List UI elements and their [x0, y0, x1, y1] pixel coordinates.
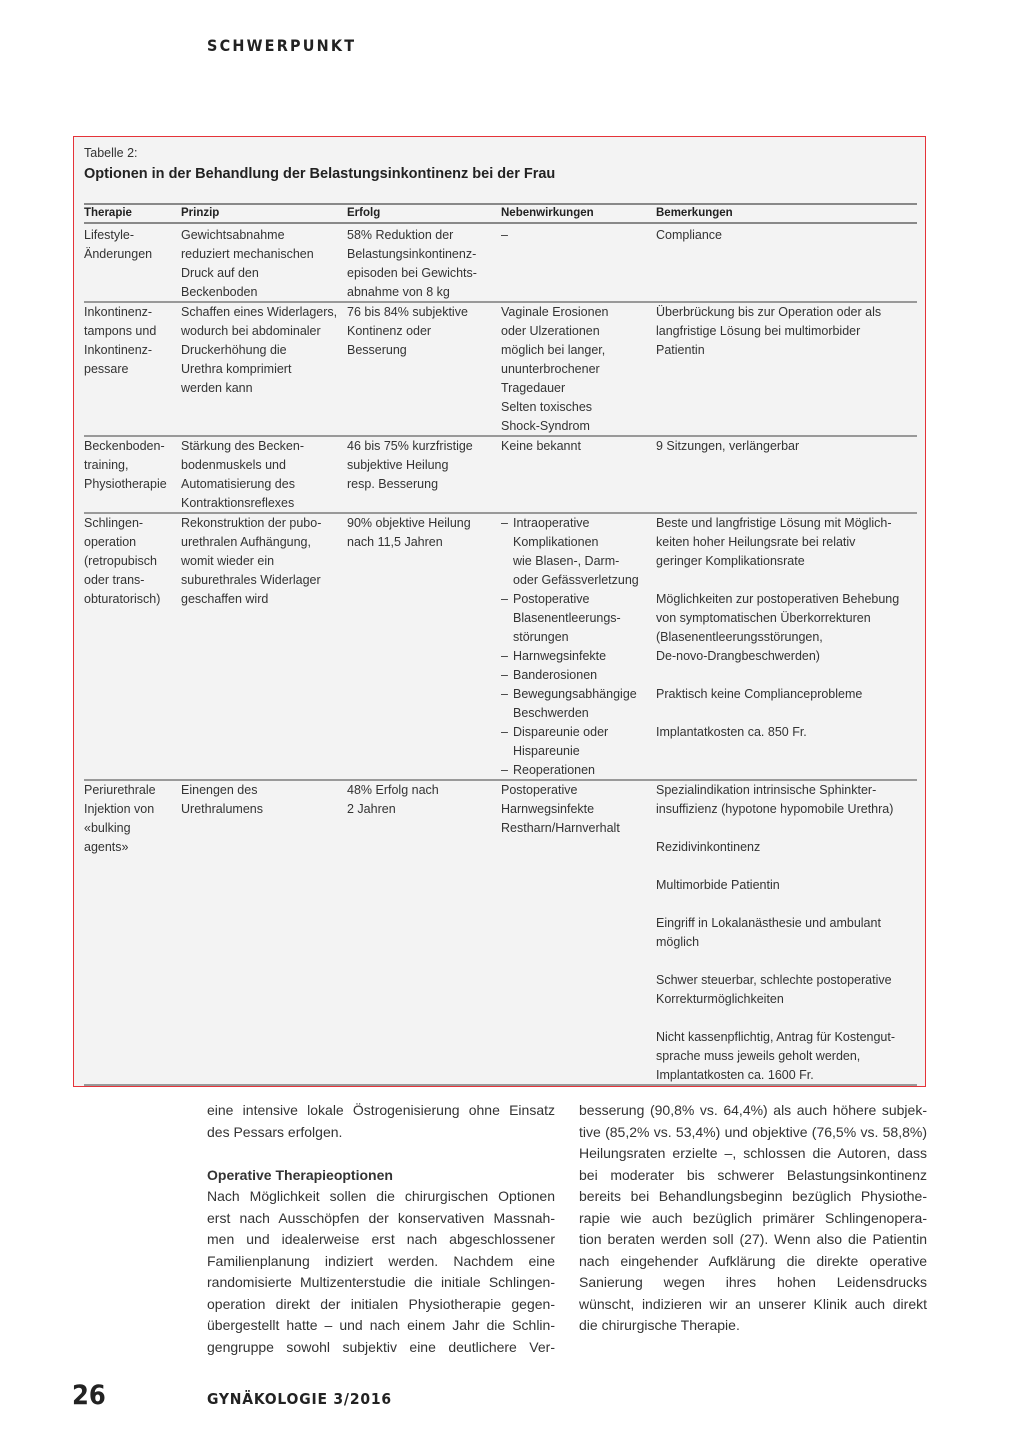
cell-line: Selten toxisches [501, 400, 593, 414]
cell-line: Postoperative [501, 783, 578, 797]
cell-line: – Harnwegsinfekte [501, 649, 607, 663]
cell-line: – Intraoperative [501, 516, 590, 530]
cell-line: episoden bei Gewichts- [347, 266, 477, 280]
cell-line: Druck auf den [181, 266, 259, 280]
cell-line: 2 Jahren [347, 802, 396, 816]
cell-therapie [84, 303, 180, 379]
table-title: Optionen in der Behandlung der Belastungsinkontinenz bei der Frau [84, 166, 556, 182]
cell-line: 46 bis 75% kurzfristige [347, 439, 473, 453]
cell-line: keiten hoher Heilungsrate bei relativ [656, 535, 856, 549]
cell-line: 48% Erfolg nach [347, 783, 439, 797]
cell-line: Änderungen [84, 247, 153, 261]
cell-line: Schlingen- [84, 516, 144, 530]
cell-prinzip [181, 226, 346, 302]
cell-line: – [501, 228, 508, 242]
cell-line: Vaginale Erosionen [501, 305, 609, 319]
cell-line: – Postoperative [501, 592, 590, 606]
cell-erfolg [347, 226, 500, 302]
cell-line: Praktisch keine Complianceprobleme [656, 687, 863, 701]
cell-line: 9 Sitzungen, verlängerbar [656, 439, 800, 453]
cell-line: von symptomatischen Überkorrekturen [656, 611, 871, 625]
cell-line: – Dispareunie oder [501, 725, 609, 739]
cell-nebenwirkungen [501, 226, 656, 245]
body-column-right [579, 1100, 927, 1337]
row-divider [84, 1084, 917, 1086]
cell-line: De-novo-Drangbeschwerden) [656, 649, 820, 663]
cell-line: Besserung [347, 343, 407, 357]
cell-line: 90% objektive Heilung [347, 516, 471, 530]
cell-line: wodurch bei abdominaler [181, 324, 321, 338]
cell-line: Periurethrale [84, 783, 156, 797]
cell-line: Komplikationen [513, 535, 599, 549]
cell-line: Blasenentleerungs- [513, 611, 621, 625]
cell-line: Kontraktionsreflexes [181, 496, 295, 510]
cell-line: sprache muss jeweils geholt werden, [656, 1049, 861, 1063]
text-line: wünscht, indizieren wir an unserer Klinik auch direkt [579, 1295, 927, 1312]
cell-line: Schwer steuerbar, schlechte postoperative [656, 973, 892, 987]
cell-line: (Blasenentleerungsstörungen, [656, 630, 823, 644]
cell-line: – Banderosionen [501, 668, 598, 682]
cell-line: Automatisierung des [181, 477, 295, 491]
section-heading: Operative Therapieoptionen [207, 1166, 393, 1183]
cell-line: Lifestyle- [84, 228, 135, 242]
text-line: gengruppe sowohl subjektiv eine deutlichere Ver- [207, 1338, 555, 1355]
cell-line: tampons und [84, 324, 157, 338]
cell-erfolg [347, 437, 500, 494]
text-line: nach eingehender Aufklärung die direkte operative [579, 1252, 927, 1269]
cell-bemerkungen [656, 514, 917, 742]
text-line: übergestellt hatte – und nach einem Jahr die Schlin- [207, 1317, 555, 1333]
cell-line: Kontinenz oder [347, 324, 432, 338]
journal-issue: GYNÄKOLOGIE 3/2016 [207, 1390, 392, 1408]
cell-line: Druckerhöhung die [181, 343, 287, 357]
cell-nebenwirkungen [501, 781, 656, 838]
cell-line: Eingriff in Lokalanästhesie und ambulant [656, 916, 881, 930]
text-line: erst nach Ausschöpfen der konservativen Massnah- [207, 1209, 555, 1226]
cell-line: geschaffen wird [181, 592, 269, 606]
cell-line: Urethralumens [181, 802, 263, 816]
cell-line: urethralen Aufhängung, [181, 535, 311, 549]
text-line: tion beraten werden soll (27). Wenn also die Patientin [579, 1231, 927, 1247]
cell-line: Nicht kassenpflichtig, Antrag für Kostengut- [656, 1030, 896, 1044]
cell-bemerkungen [656, 437, 917, 456]
cell-line: Physiotherapie [84, 477, 167, 491]
text-line: die chirurgische Therapie. [579, 1317, 740, 1333]
cell-line: «bulking [84, 821, 131, 835]
text-line: bereits bei Behandlungsbeginn bezüglich Physiothe- [579, 1188, 927, 1204]
cell-line: (retropubisch [84, 554, 157, 568]
cell-line: Rezidivinkontinenz [656, 840, 761, 854]
cell-nebenwirkungen [501, 303, 656, 436]
cell-line: Hispareunie [513, 744, 580, 758]
text-line: Heilungsraten erzielte –, schlossen die Autoren, dass [579, 1145, 927, 1161]
cell-line: obturatorisch) [84, 592, 161, 606]
text-line: des Pessars erfolgen. [207, 1123, 343, 1140]
cell-therapie [84, 781, 180, 857]
cell-line: Tragedauer [501, 381, 566, 395]
cell-line: geringer Komplikationsrate [656, 554, 805, 568]
cell-line: Schaffen eines Widerlagers, [181, 305, 338, 319]
cell-line: langfristige Lösung bei multimorbider [656, 324, 861, 338]
cell-line: Multimorbide Patientin [656, 878, 780, 892]
cell-line: Restharn/Harnverhalt [501, 821, 620, 835]
cell-prinzip [181, 303, 346, 398]
cell-erfolg [347, 514, 500, 552]
cell-line: oder trans- [84, 573, 145, 587]
cell-line: Überbrückung bis zur Operation oder als [656, 305, 882, 319]
text-line: besserung (90,8% vs. 64,4%) als auch höhere subjek- [579, 1102, 927, 1118]
cell-line: Rekonstruktion der pubo- [181, 516, 322, 530]
cell-line: Urethra komprimiert [181, 362, 292, 376]
cell-line: Compliance [656, 228, 723, 242]
cell-erfolg [347, 303, 500, 360]
table-box [73, 136, 926, 1087]
section-title: SCHWERPUNKT [207, 36, 357, 55]
cell-line: resp. Besserung [347, 477, 439, 491]
cell-line: Spezialindikation intrinsische Sphinkter- [656, 783, 877, 797]
cell-line: Inkontinenz- [84, 305, 153, 319]
cell-line: operation [84, 535, 137, 549]
text-line: Familienplanung indiziert werden. Nachdem eine [207, 1252, 555, 1269]
cell-line: agents» [84, 840, 129, 854]
cell-line: Belastungsinkontinenz- [347, 247, 477, 261]
cell-line: subjektive Heilung [347, 458, 449, 472]
cell-line: möglich bei langer, [501, 343, 606, 357]
text-line: bei moderater bis schwerer Belastungsinkontinenz [579, 1166, 927, 1183]
cell-line: Einengen des [181, 783, 258, 797]
cell-line: oder Gefässverletzung [513, 573, 639, 587]
table-header-rule [84, 222, 917, 224]
page-number: 26 [72, 1380, 106, 1411]
header-bemerkungen: Bemerkungen [656, 207, 733, 219]
cell-bemerkungen [656, 226, 917, 245]
header-nebenwirkungen: Nebenwirkungen [501, 207, 594, 219]
cell-line: – Reoperationen [501, 763, 596, 777]
body-column-left [207, 1100, 555, 1358]
cell-line: insuffizienz (hypotone hypomobile Urethra) [656, 802, 894, 816]
cell-line: Inkontinenz- [84, 343, 153, 357]
cell-line: Implantatkosten ca. 850 Fr. [656, 725, 807, 739]
cell-therapie [84, 226, 180, 264]
cell-line: Beschwerden [513, 706, 589, 720]
cell-line: Korrekturmöglichkeiten [656, 992, 784, 1006]
header-prinzip: Prinzip [181, 207, 220, 219]
cell-prinzip [181, 437, 346, 513]
text-line: operation direkt der initialen Physiotherapie gegen- [207, 1295, 555, 1312]
cell-erfolg [347, 781, 500, 819]
cell-line: nach 11,5 Jahren [347, 535, 443, 549]
cell-line: störungen [513, 630, 569, 644]
header-erfolg: Erfolg [347, 207, 381, 219]
cell-line: bodenmuskels und [181, 458, 286, 472]
cell-line: werden kann [181, 381, 253, 395]
cell-line: pessare [84, 362, 129, 376]
cell-line: Implantatkosten ca. 1600 Fr. [656, 1068, 814, 1082]
cell-line: Gewichtsabnahme [181, 228, 285, 242]
cell-line: reduziert mechanischen [181, 247, 314, 261]
cell-line: Patientin [656, 343, 705, 357]
cell-prinzip [181, 514, 346, 609]
cell-line: Möglichkeiten zur postoperativen Behebung [656, 592, 900, 606]
cell-line: Harnwegsinfekte [501, 802, 595, 816]
text-line: tive (85,2% vs. 53,4%) und objektive (76,5% vs. 58,8%) [579, 1123, 927, 1140]
cell-line: womit wieder ein [181, 554, 275, 568]
cell-line: – Bewegungsabhängige [501, 687, 637, 701]
cell-line: Injektion von [84, 802, 155, 816]
cell-line: Beckenboden [181, 285, 258, 299]
cell-therapie [84, 514, 180, 609]
cell-line: oder Ulzerationen [501, 324, 600, 338]
text-line: rapie wie auch bezüglich primärer Schlingenopera- [579, 1209, 927, 1226]
cell-line: ununterbrochener [501, 362, 600, 376]
text-line: Sanierung wegen ihres hohen Leidensdrucks [579, 1274, 927, 1290]
cell-line: training, [84, 458, 129, 472]
text-line: Nach Möglichkeit sollen die chirurgischen Optionen [207, 1188, 555, 1204]
cell-line: Keine bekannt [501, 439, 581, 453]
cell-line: 58% Reduktion der [347, 228, 454, 242]
text-line: randomisierte Multizenterstudie die initiale Schlingen- [207, 1274, 555, 1290]
cell-line: suburethrales Widerlager [181, 573, 321, 587]
cell-bemerkungen [656, 303, 917, 360]
cell-line: wie Blasen-, Darm- [513, 554, 620, 568]
cell-line: möglich [656, 935, 700, 949]
cell-line: Beckenboden- [84, 439, 165, 453]
cell-line: Beste und langfristige Lösung mit Möglich- [656, 516, 892, 530]
text-line: men und idealerweise erst nach abgeschlossener [207, 1231, 555, 1247]
cell-bemerkungen [656, 781, 917, 1085]
cell-line: Shock-Syndrom [501, 419, 590, 433]
cell-line: abnahme von 8 kg [347, 285, 450, 299]
cell-nebenwirkungen [501, 437, 656, 456]
table-header [84, 207, 917, 223]
cell-line: 76 bis 84% subjektive [347, 305, 468, 319]
header-therapie: Therapie [84, 207, 132, 219]
cell-nebenwirkungen [501, 514, 656, 780]
cell-line: Stärkung des Becken- [181, 439, 304, 453]
cell-therapie [84, 437, 180, 494]
table-label: Tabelle 2: [84, 146, 138, 160]
table-top-rule [84, 203, 917, 205]
cell-prinzip [181, 781, 346, 819]
text-line: eine intensive lokale Östrogenisierung ohne Einsatz [207, 1102, 555, 1118]
